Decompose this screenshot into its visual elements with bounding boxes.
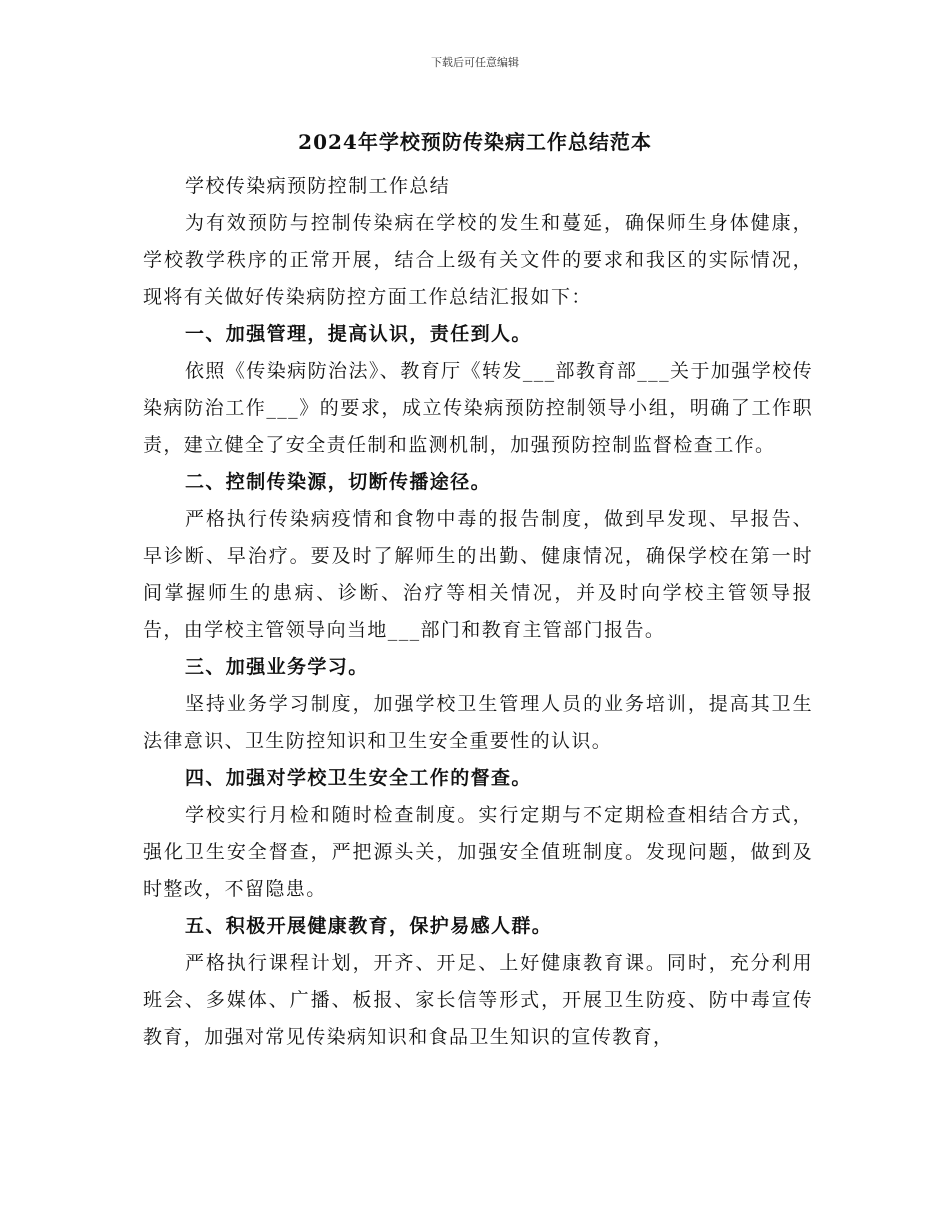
section-5 <box>143 908 813 1056</box>
section-paragraph: 坚持业务学习制度，加强学校卫生管理人员的业务培训，提高其卫生法律意识、卫生防控知识和卫生安全重要性的认识。 <box>143 693 813 752</box>
document-body <box>143 168 813 1056</box>
section-2 <box>143 464 813 649</box>
section-heading: 二、控制传染源，切断传播途径。 <box>185 471 492 493</box>
document-title: 2024年学校预防传染病工作总结范本 <box>298 130 652 154</box>
section-heading: 五、积极开展健康教育，保护易感人群。 <box>185 915 553 937</box>
section-heading: 四、加强对学校卫生安全工作的督查。 <box>185 767 532 789</box>
intro-paragraph: 为有效预防与控制传染病在学校的发生和蔓延，确保师生身体健康，学校教学秩序的正常开展，结合上级有关文件的要求和我区的实际情况，现将有关做好传染病防控方面工作总结汇报如下： <box>143 212 813 308</box>
section-paragraph: 严格执行课程计划，开齐、开足、上好健康教育课。同时，充分利用班会、多媒体、广播、板报、家长信等形式，开展卫生防疫、防中毒宣传教育，加强对常见传染病知识和食品卫生知识的宣传教育， <box>143 952 813 1048</box>
header-note: 下载后可任意编辑 <box>431 56 519 69</box>
section-paragraph: 严格执行传染病疫情和食物中毒的报告制度，做到早发现、早报告、早诊断、早治疗。要及时了解师生的出勤、健康情况，确保学校在第一时间掌握师生的患病、诊断、治疗等相关情况，并及时向学校主管领导报告，由学校主管领导向当地___部门和教育主管部门报告。 <box>143 508 813 641</box>
section-paragraph: 依照《传染病防治法》、教育厅《转发___部教育部___关于加强学校传染病防治工作___》的要求，成立传染病预防控制领导小组，明确了工作职责，建立健全了安全责任制和监测机制，加强预防控制监督检查工作。 <box>143 360 813 456</box>
section-3 <box>143 649 813 760</box>
section-4 <box>143 760 813 908</box>
section-heading: 三、加强业务学习。 <box>185 656 369 678</box>
section-1 <box>143 316 813 464</box>
document-subtitle: 学校传染病预防控制工作总结 <box>185 175 451 197</box>
section-heading: 一、加强管理，提高认识，责任到人。 <box>185 323 532 345</box>
section-paragraph: 学校实行月检和随时检查制度。实行定期与不定期检查相结合方式，强化卫生安全督查，严把源头关，加强安全值班制度。发现问题，做到及时整改，不留隐患。 <box>143 804 813 900</box>
